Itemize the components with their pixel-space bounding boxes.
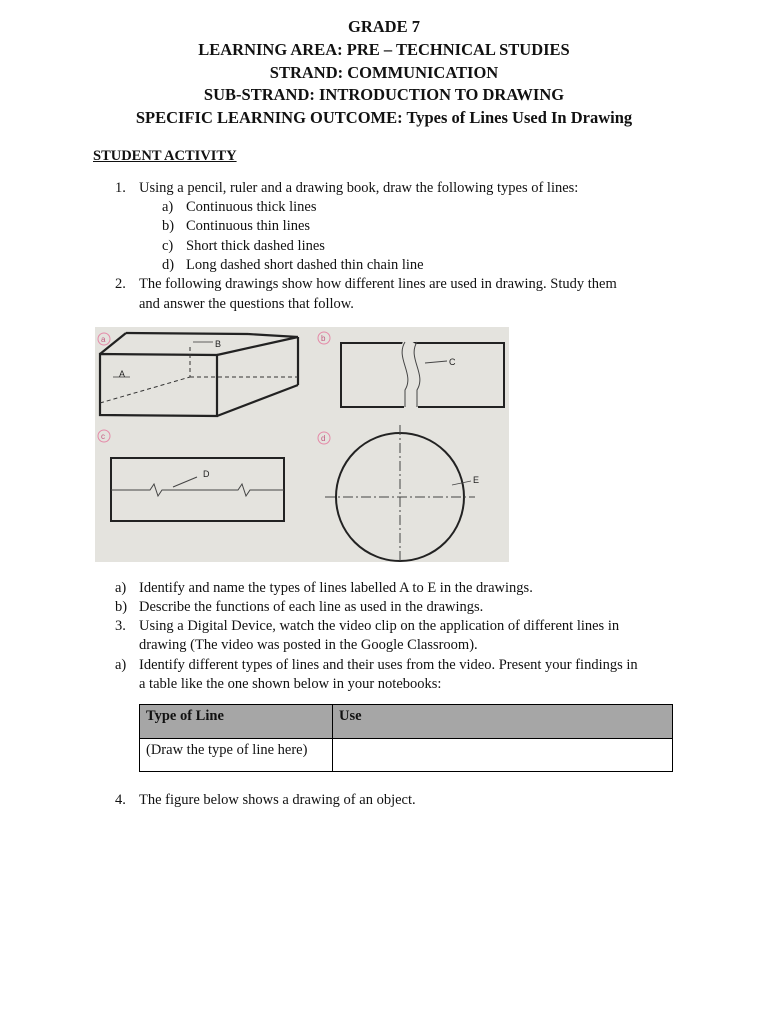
q1-text: Using a pencil, ruler and a drawing book, draw the following types of lines: <box>139 180 579 196</box>
panel-a-letter: a <box>101 335 106 344</box>
learning-area-heading: LEARNING AREA: PRE – TECHNICAL STUDIES <box>198 40 570 59</box>
lines-figure-drawing <box>95 327 509 562</box>
q3-text-line1: Using a Digital Device, watch the video clip on the application of different lines in <box>139 618 620 634</box>
outcome-heading <box>0 107 768 129</box>
q2-text-line1: The following drawings show how different lines are used in drawing. Study them <box>139 276 617 292</box>
activity-title: STUDENT ACTIVITY <box>93 148 237 164</box>
strand-heading: STRAND: COMMUNICATION <box>269 63 499 82</box>
panel-d-letter: d <box>321 434 326 443</box>
table-row <box>140 739 673 772</box>
q2-item-text: Describe the functions of each line as used in the drawings. <box>139 599 484 615</box>
box-front-face <box>100 354 217 416</box>
q3-item-line1: Identify different types of lines and their uses from the video. Present your findings in <box>139 657 638 673</box>
q1-item-label: a) <box>162 199 174 215</box>
grade-heading: GRADE 7 <box>348 17 420 36</box>
panel-c-letter: c <box>101 432 105 441</box>
q2-text-line2: and answer the questions that follow. <box>139 296 354 312</box>
label-b: B <box>215 339 222 349</box>
q2-item-text: Identify and name the types of lines labelled A to E in the drawings. <box>139 580 533 596</box>
q1-number: 1. <box>115 180 126 196</box>
outcome-value: Types of Lines Used In Drawing <box>402 108 633 127</box>
q4-text: The figure below shows a drawing of an object. <box>139 792 416 808</box>
table-header-use: Use <box>333 705 673 739</box>
q3-item-label: a) <box>115 657 127 673</box>
q1-item-label: d) <box>162 257 175 273</box>
q1-item-text: Short thick dashed lines <box>186 238 325 254</box>
q2-number: 2. <box>115 276 126 292</box>
panel-b-letter: b <box>321 334 326 343</box>
q4-number: 4. <box>115 792 126 808</box>
q1-item-label: c) <box>162 238 174 254</box>
outcome-label: SPECIFIC LEARNING OUTCOME: <box>135 108 403 127</box>
label-c: C <box>449 357 456 367</box>
label-d: D <box>203 469 210 479</box>
panel-b-rectangle <box>341 343 504 407</box>
label-a: A <box>119 369 126 379</box>
lines-table <box>139 704 673 772</box>
table-cell-type: (Draw the type of line here) <box>140 739 333 772</box>
sub-strand-heading: SUB-STRAND: INTRODUCTION TO DRAWING <box>203 85 565 104</box>
table-header-row <box>140 705 673 739</box>
panel-c-break-line <box>111 484 284 496</box>
table-cell-use <box>333 739 673 772</box>
q2-item-label: a) <box>115 580 127 596</box>
table-header-type: Type of Line <box>140 705 333 739</box>
q3-item-line2: a table like the one shown below in your notebooks: <box>139 676 442 692</box>
q3-text-line2: drawing (The video was posted in the Google Classroom). <box>139 637 478 653</box>
lines-figure <box>95 327 509 562</box>
label-e: E <box>473 475 480 485</box>
q1-item-text: Continuous thin lines <box>186 218 311 234</box>
q1-item-text: Continuous thick lines <box>186 199 317 215</box>
q1-item-label: b) <box>162 218 175 234</box>
q2-item-label: b) <box>115 599 128 615</box>
q3-number: 3. <box>115 618 126 634</box>
box-hidden-edge <box>100 377 190 403</box>
q1-item-text: Long dashed short dashed thin chain line <box>186 257 424 273</box>
